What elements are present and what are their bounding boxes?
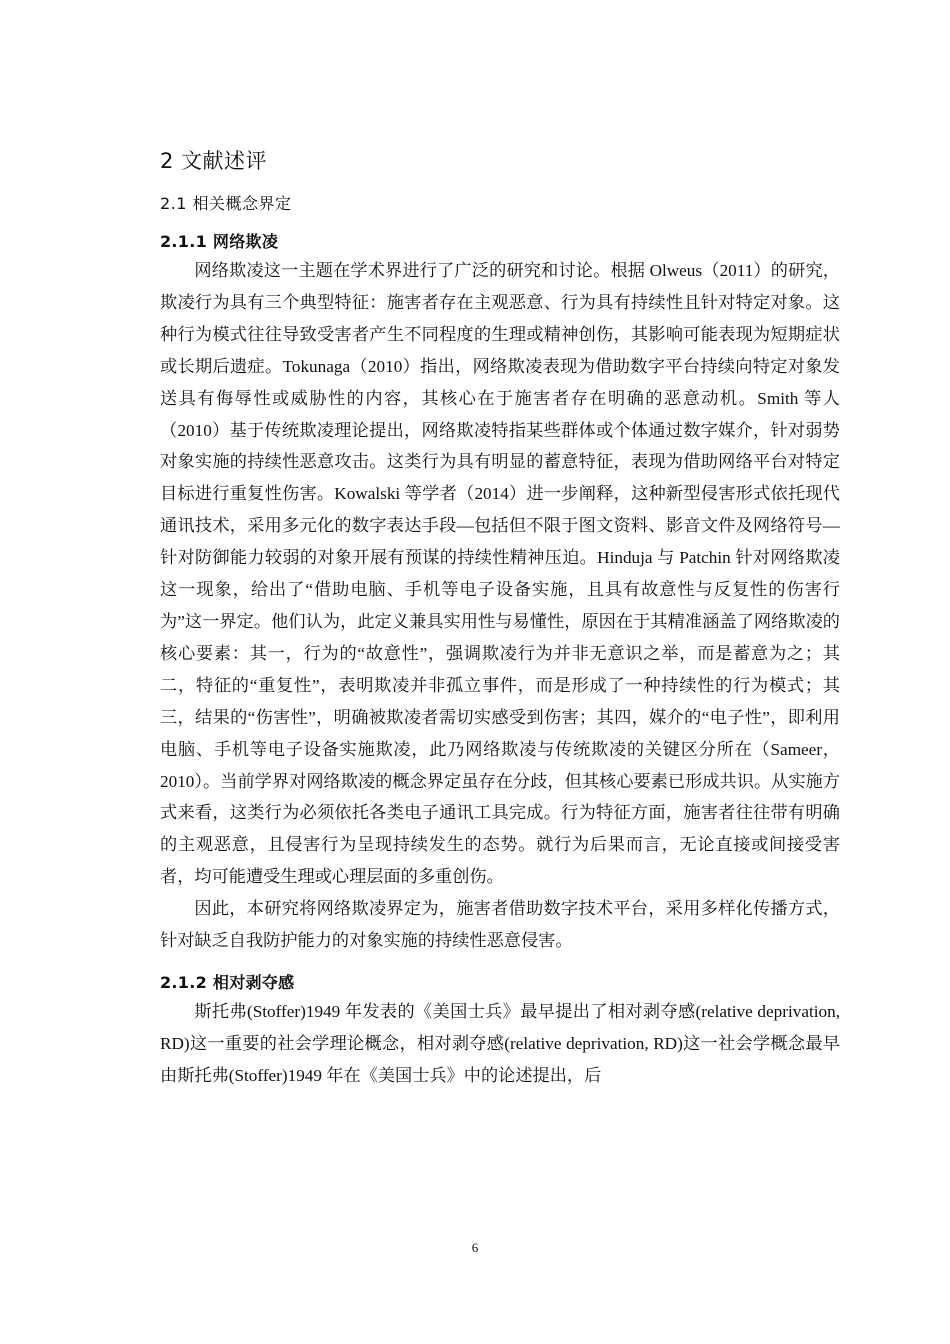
chapter-heading: 2 文献述评 xyxy=(160,149,268,173)
page-number: 6 xyxy=(471,1240,479,1255)
subsection-heading-2-1-1: 2.1.1 网络欺凌 xyxy=(160,232,279,251)
section-heading-2-1: 2.1 相关概念界定 xyxy=(160,194,292,213)
paragraph-cyberbullying-conclusion: 因此，本研究将网络欺凌界定为，施害者借助数字技术平台，采用多样化传播方式，针对缺乏自我防护能力的对象实施的持续性恶意侵害。 xyxy=(160,899,840,951)
paragraph-relative-deprivation: 斯托弗(Stoffer)1949 年发表的《美国士兵》最早提出了相对剥夺感(relative deprivation, RD)这一重要的社会学理论概念，相对剥夺感(relative deprivation, RD)这一社会学概念最早由斯托弗(Stoffer)1949 年在《美国士兵》中的论述提出，后 xyxy=(160,1001,840,1085)
paragraph-cyberbullying-definitions: 网络欺凌这一主题在学术界进行了广泛的研究和讨论。根据 Olweus（2011）的研究，欺凌行为具有三个典型特征：施害者存在主观恶意、行为具有持续性且针对特定对象。这种行为模式往往导致受害者产生不同程度的生理或精神创伤，其影响可能表现为短期症状或长期后遗症。Tokunaga（2010）指出，网络欺凌表现为借助数字平台持续向特定对象发送具有侮辱性或威胁性的内容，其核心在于施害者存在明确的恶意动机。Smith 等人（2010）基于传统欺凌理论提出，网络欺凌特指某些群体或个体通过数字媒介，针对弱势对象实施的持续性恶意攻击。这类行为具有明显的蓄意特征，表现为借助网络平台对特定目标进行重复性伤害。Kowalski 等学者（2014）进一步阐释，这种新型侵害形式依托现代通讯技术，采用多元化的数字表达手段—包括但不限于图文资料、影音文件及网络符号—针对防御能力较弱的对象开展有预谋的持续性精神压迫。Hinduja 与 Patchin 针对网络欺凌这一现象，给出了“借助电脑、手机等电子设备实施，且具有故意性与反复性的伤害行为”这一界定。他们认为，此定义兼具实用性与易懂性，原因在于其精准涵盖了网络欺凌的核心要素：其一，行为的“故意性”，强调欺凌行为并非无意识之举，而是蓄意为之；其二，特征的“重复性”，表明欺凌并非孤立事件，而是形成了一种持续性的行为模式；其三，结果的“伤害性”，明确被欺凌者需切实感受到伤害；其四，媒介的“电子性”，即利用电脑、手机等电子设备实施欺凌，此乃网络欺凌与传统欺凌的关键区分所在（Sameer，2010）。当前学界对网络欺凌的概念界定虽存在分歧，但其核心要素已形成共识。从实施方式来看，这类行为必须依托各类电子通讯工具完成。行为特征方面，施害者往往带有明确的主观恶意，且侵害行为呈现持续发生的态势。就行为后果而言，无论直接或间接受害者，均可能遭受生理或心理层面的多重创伤。 xyxy=(160,261,840,887)
page-body xyxy=(160,143,840,1092)
subsection-heading-2-1-2: 2.1.2 相对剥夺感 xyxy=(160,972,295,992)
